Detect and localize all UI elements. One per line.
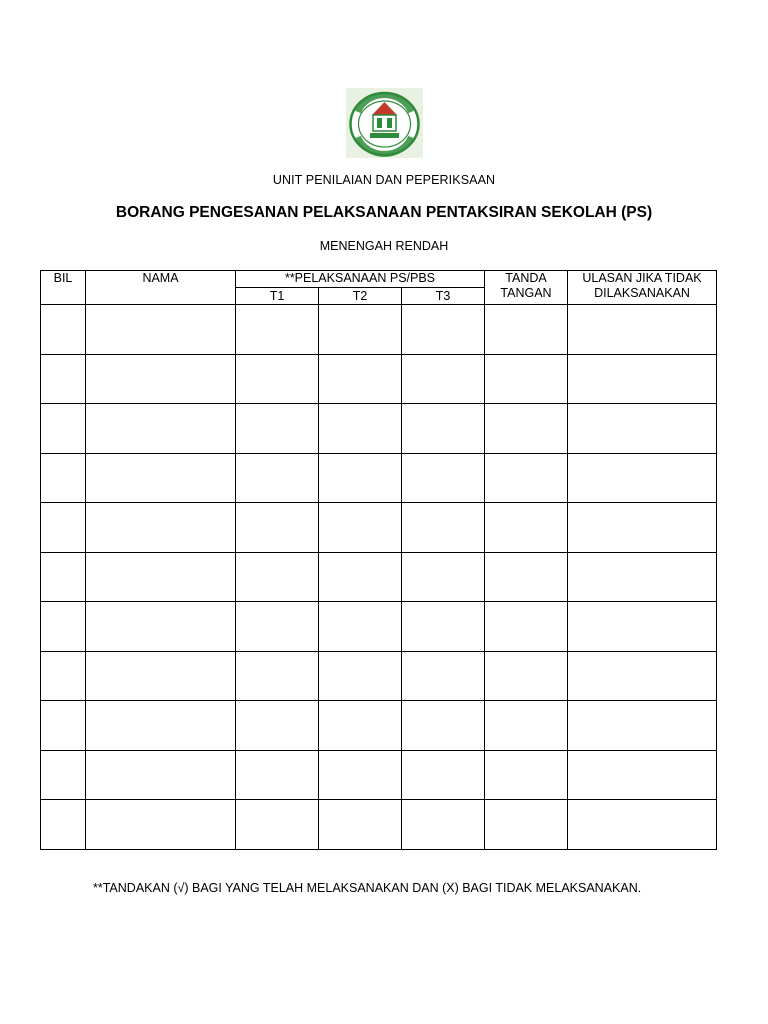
cell-bil[interactable] [41, 651, 86, 701]
cell-ulasan[interactable] [568, 800, 717, 850]
cell-ulasan[interactable] [568, 305, 717, 355]
cell-ulasan[interactable] [568, 453, 717, 503]
cell-t2[interactable] [319, 404, 402, 454]
cell-bil[interactable] [41, 800, 86, 850]
form-title: BORANG PENGESANAN PELAKSANAAN PENTAKSIRAN SEKOLAH (PS) [115, 204, 653, 221]
cell-t1[interactable] [236, 404, 319, 454]
cell-t3[interactable] [402, 750, 485, 800]
header-t3: T3 [402, 288, 485, 305]
header-t2: T2 [319, 288, 402, 305]
cell-t3[interactable] [402, 354, 485, 404]
cell-t1[interactable] [236, 453, 319, 503]
cell-nama[interactable] [86, 503, 236, 553]
cell-bil[interactable] [41, 750, 86, 800]
cell-t3[interactable] [402, 800, 485, 850]
footnote: **TANDAKAN (√) BAGI YANG TELAH MELAKSANAKAN DAN (X) BAGI TIDAK MELAKSANAKAN. [93, 881, 642, 895]
cell-t1[interactable] [236, 354, 319, 404]
cell-tanda-tangan[interactable] [485, 800, 568, 850]
cell-tanda-tangan[interactable] [485, 404, 568, 454]
cell-t1[interactable] [236, 651, 319, 701]
cell-t2[interactable] [319, 453, 402, 503]
cell-t3[interactable] [402, 602, 485, 652]
cell-tanda-tangan[interactable] [485, 354, 568, 404]
header-tanda-tangan: TANDA TANGAN [485, 271, 568, 305]
table-row [41, 503, 717, 553]
table-row [41, 750, 717, 800]
cell-t2[interactable] [319, 651, 402, 701]
cell-ulasan[interactable] [568, 602, 717, 652]
cell-ulasan[interactable] [568, 503, 717, 553]
cell-ulasan[interactable] [568, 404, 717, 454]
table-row [41, 701, 717, 751]
cell-nama[interactable] [86, 552, 236, 602]
school-logo [346, 88, 423, 158]
table-row [41, 602, 717, 652]
unit-title: UNIT PENILAIAN DAN PEPERIKSAAN [272, 173, 496, 187]
cell-t2[interactable] [319, 305, 402, 355]
cell-nama[interactable] [86, 354, 236, 404]
cell-t1[interactable] [236, 552, 319, 602]
cell-bil[interactable] [41, 503, 86, 553]
cell-tanda-tangan[interactable] [485, 602, 568, 652]
cell-t1[interactable] [236, 800, 319, 850]
cell-nama[interactable] [86, 701, 236, 751]
cell-bil[interactable] [41, 701, 86, 751]
header-t1: T1 [236, 288, 319, 305]
cell-nama[interactable] [86, 750, 236, 800]
cell-nama[interactable] [86, 404, 236, 454]
cell-tanda-tangan[interactable] [485, 305, 568, 355]
cell-ulasan[interactable] [568, 701, 717, 751]
tracking-table [40, 270, 717, 850]
cell-tanda-tangan[interactable] [485, 651, 568, 701]
header-pelaksanaan: **PELAKSANAAN PS/PBS [236, 271, 485, 288]
cell-nama[interactable] [86, 453, 236, 503]
cell-t3[interactable] [402, 552, 485, 602]
cell-nama[interactable] [86, 602, 236, 652]
cell-t2[interactable] [319, 800, 402, 850]
cell-ulasan[interactable] [568, 354, 717, 404]
cell-t1[interactable] [236, 750, 319, 800]
table-row [41, 800, 717, 850]
cell-t2[interactable] [319, 602, 402, 652]
cell-bil[interactable] [41, 453, 86, 503]
cell-t2[interactable] [319, 354, 402, 404]
cell-ulasan[interactable] [568, 552, 717, 602]
cell-tanda-tangan[interactable] [485, 453, 568, 503]
header-row [41, 271, 717, 288]
cell-t2[interactable] [319, 503, 402, 553]
cell-t1[interactable] [236, 503, 319, 553]
cell-ulasan[interactable] [568, 750, 717, 800]
cell-t3[interactable] [402, 701, 485, 751]
cell-t2[interactable] [319, 701, 402, 751]
cell-t3[interactable] [402, 453, 485, 503]
header-bil: BIL [41, 271, 86, 305]
table-body [41, 305, 717, 850]
cell-bil[interactable] [41, 305, 86, 355]
cell-bil[interactable] [41, 404, 86, 454]
cell-t1[interactable] [236, 701, 319, 751]
table-row [41, 552, 717, 602]
cell-t1[interactable] [236, 602, 319, 652]
cell-tanda-tangan[interactable] [485, 701, 568, 751]
form-subtitle: MENENGAH RENDAH [319, 239, 449, 253]
cell-bil[interactable] [41, 602, 86, 652]
cell-t1[interactable] [236, 305, 319, 355]
table-row [41, 453, 717, 503]
table-row [41, 404, 717, 454]
table-row [41, 354, 717, 404]
cell-tanda-tangan[interactable] [485, 750, 568, 800]
cell-bil[interactable] [41, 354, 86, 404]
cell-bil[interactable] [41, 552, 86, 602]
cell-t2[interactable] [319, 552, 402, 602]
cell-t3[interactable] [402, 503, 485, 553]
table-row [41, 305, 717, 355]
cell-t3[interactable] [402, 651, 485, 701]
cell-nama[interactable] [86, 800, 236, 850]
cell-tanda-tangan[interactable] [485, 503, 568, 553]
cell-t3[interactable] [402, 305, 485, 355]
cell-t3[interactable] [402, 404, 485, 454]
header-ulasan: ULASAN JIKA TIDAK DILAKSANAKAN [568, 271, 717, 305]
header-nama: NAMA [86, 271, 236, 305]
cell-nama[interactable] [86, 305, 236, 355]
cell-t2[interactable] [319, 750, 402, 800]
table-row [41, 651, 717, 701]
cell-nama[interactable] [86, 651, 236, 701]
cell-ulasan[interactable] [568, 651, 717, 701]
cell-tanda-tangan[interactable] [485, 552, 568, 602]
